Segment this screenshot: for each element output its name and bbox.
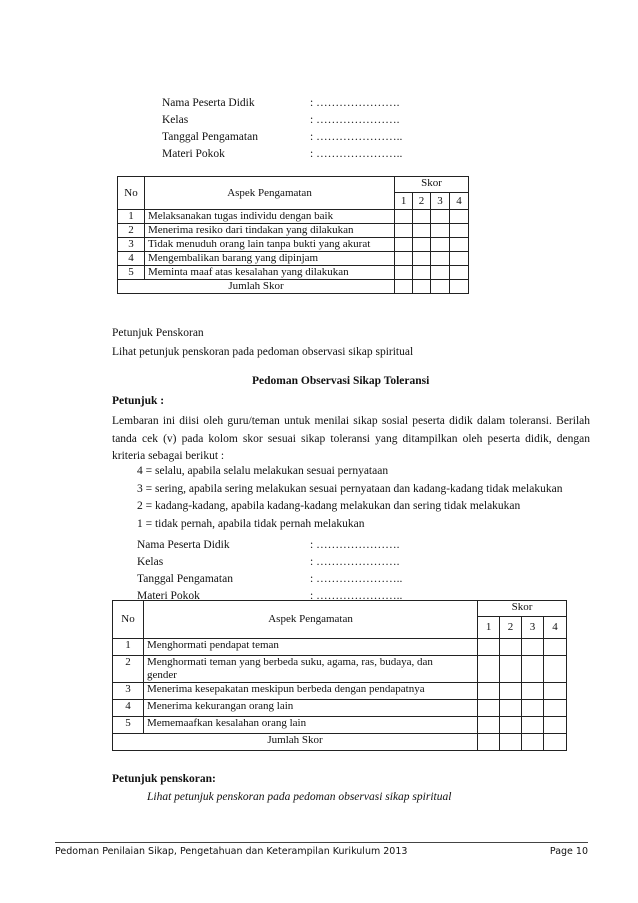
row-no: 3 xyxy=(113,683,144,700)
score-2: 2 xyxy=(413,193,431,210)
score-cell[interactable] xyxy=(413,210,431,224)
row-no: 5 xyxy=(118,266,145,280)
score-cell[interactable] xyxy=(449,266,468,280)
score-cell[interactable] xyxy=(522,639,544,656)
score-cell[interactable] xyxy=(449,252,468,266)
scoring-text-2: Lihat petunjuk penskoran pada pedoman observasi sikap spiritual xyxy=(147,791,452,803)
total-row xyxy=(113,734,567,751)
score-3: 3 xyxy=(431,193,450,210)
criteria-item: 3 = sering, apabila sering melakukan sesuai pernyataan dan kadang-kadang tidak melakukan xyxy=(137,482,563,495)
criteria-item: 2 = kadang-kadang, apabila kadang-kadang melakukan dan sering tidak melakukan xyxy=(137,500,521,512)
row-aspect: Menerima resiko dari tindakan yang dilakukan xyxy=(144,224,394,238)
score-cell[interactable] xyxy=(413,238,431,252)
section-title: Pedoman Observasi Sikap Toleransi xyxy=(252,375,430,387)
score-cell[interactable] xyxy=(543,700,566,717)
row-aspect: Tidak menuduh orang lain tanpa bukti yang akurat xyxy=(144,238,394,252)
score-cell[interactable] xyxy=(449,210,468,224)
header-score: Skor xyxy=(395,177,469,193)
score-cell[interactable] xyxy=(413,280,431,294)
row-aspect: Menghormati pendapat teman xyxy=(143,639,477,656)
score-2: 2 xyxy=(500,617,522,639)
table-row xyxy=(113,700,567,717)
score-cell[interactable] xyxy=(478,683,500,700)
row-aspect: Melaksanakan tugas individu dengan baik xyxy=(144,210,394,224)
value-name: : …………………. xyxy=(310,539,400,551)
table-row xyxy=(113,639,567,656)
score-3: 3 xyxy=(522,617,544,639)
footer-divider xyxy=(55,842,588,843)
score-cell[interactable] xyxy=(522,700,544,717)
score-cell[interactable] xyxy=(543,734,566,751)
score-cell[interactable] xyxy=(431,238,450,252)
header-aspect: Aspek Pengamatan xyxy=(144,177,394,210)
table-row xyxy=(113,656,567,683)
score-cell[interactable] xyxy=(395,280,413,294)
row-aspect: Menerima kesepakatan meskipun berbeda dengan pendapatnya xyxy=(143,683,477,700)
score-cell[interactable] xyxy=(395,252,413,266)
info-block-1 xyxy=(162,95,462,163)
info-block-2 xyxy=(137,537,437,605)
score-cell[interactable] xyxy=(431,252,450,266)
score-cell[interactable] xyxy=(500,717,522,734)
criteria-item: 4 = selalu, apabila selalu melakukan sesuai pernyataan xyxy=(137,465,389,477)
score-cell[interactable] xyxy=(413,224,431,238)
score-cell[interactable] xyxy=(522,734,544,751)
row-aspect: Mememaafkan kesalahan orang lain xyxy=(143,717,477,734)
total-label: Jumlah Skor xyxy=(113,734,478,751)
score-cell[interactable] xyxy=(522,683,544,700)
score-cell[interactable] xyxy=(500,639,522,656)
row-no: 3 xyxy=(118,238,145,252)
footer-title: Pedoman Penilaian Sikap, Pengetahuan dan Keterampilan Kurikulum 2013 xyxy=(55,846,408,857)
label-date: Tanggal Pengamatan xyxy=(162,131,258,143)
row-no: 5 xyxy=(113,717,144,734)
value-material: : ………………….. xyxy=(310,590,403,602)
value-class: : …………………. xyxy=(310,114,400,126)
scoring-heading-2: Petunjuk penskoran: xyxy=(112,773,216,785)
score-cell[interactable] xyxy=(500,656,522,683)
value-class: : …………………. xyxy=(310,556,400,568)
score-1: 1 xyxy=(395,193,413,210)
score-cell[interactable] xyxy=(478,656,500,683)
header-aspect: Aspek Pengamatan xyxy=(143,601,477,639)
score-cell[interactable] xyxy=(500,683,522,700)
row-aspect: Mengembalikan barang yang dipinjam xyxy=(144,252,394,266)
row-no: 4 xyxy=(113,700,144,717)
criteria-list xyxy=(137,463,562,533)
score-cell[interactable] xyxy=(478,734,500,751)
value-date: : ………………….. xyxy=(310,573,403,585)
value-date: : ………………….. xyxy=(310,131,403,143)
instruction-paragraph: Lembaran ini diisi oleh guru/teman untuk menilai sikap sosial peserta didik dalam toleransi. Berilah tanda cek (v) pada kolom skor sesuai sikap toleransi yang ditampilkan oleh peserta didik, dengan kriteria sebagai berikut : xyxy=(112,415,590,462)
row-no: 2 xyxy=(118,224,145,238)
score-cell[interactable] xyxy=(543,656,566,683)
row-no: 2 xyxy=(113,656,144,683)
observation-table-2 xyxy=(112,600,567,751)
score-cell[interactable] xyxy=(449,280,468,294)
header-score: Skor xyxy=(478,601,567,617)
label-material: Materi Pokok xyxy=(162,148,225,160)
scoring-text-1: Lihat petunjuk penskoran pada pedoman observasi sikap spiritual xyxy=(112,346,414,358)
score-cell[interactable] xyxy=(478,700,500,717)
table-row xyxy=(118,266,469,280)
row-aspect: Menerima kekurangan orang lain xyxy=(143,700,477,717)
score-cell[interactable] xyxy=(543,717,566,734)
score-cell[interactable] xyxy=(395,210,413,224)
value-material: : ………………….. xyxy=(310,148,403,160)
row-no: 1 xyxy=(118,210,145,224)
score-cell[interactable] xyxy=(449,238,468,252)
score-cell[interactable] xyxy=(413,252,431,266)
score-cell[interactable] xyxy=(431,266,450,280)
label-class: Kelas xyxy=(137,556,164,568)
observation-table-1 xyxy=(117,176,469,294)
score-cell[interactable] xyxy=(449,224,468,238)
score-cell[interactable] xyxy=(395,238,413,252)
header-no: No xyxy=(118,177,145,210)
total-row xyxy=(118,280,469,294)
table-row xyxy=(118,210,469,224)
score-cell[interactable] xyxy=(500,700,522,717)
score-cell[interactable] xyxy=(543,639,566,656)
page-number: Page 10 xyxy=(549,846,588,857)
row-no: 4 xyxy=(118,252,145,266)
score-cell[interactable] xyxy=(395,224,413,238)
score-cell[interactable] xyxy=(543,683,566,700)
score-4: 4 xyxy=(543,617,566,639)
header-no: No xyxy=(113,601,144,639)
score-4: 4 xyxy=(449,193,468,210)
label-name: Nama Peserta Didik xyxy=(137,539,230,551)
table-row xyxy=(118,238,469,252)
row-aspect: Meminta maaf atas kesalahan yang dilakukan xyxy=(144,266,394,280)
label-name: Nama Peserta Didik xyxy=(162,97,255,109)
label-class: Kelas xyxy=(162,114,189,126)
score-cell[interactable] xyxy=(431,280,450,294)
score-cell[interactable] xyxy=(522,717,544,734)
score-cell[interactable] xyxy=(478,639,500,656)
label-material: Materi Pokok xyxy=(137,590,200,602)
label-date: Tanggal Pengamatan xyxy=(137,573,233,585)
score-1: 1 xyxy=(478,617,500,639)
row-no: 1 xyxy=(113,639,144,656)
score-cell[interactable] xyxy=(478,717,500,734)
table-row xyxy=(118,224,469,238)
value-name: : …………………. xyxy=(310,97,400,109)
criteria-item: 1 = tidak pernah, apabila tidak pernah melakukan xyxy=(137,517,365,530)
scoring-heading-1: Petunjuk Penskoran xyxy=(112,327,204,339)
score-cell[interactable] xyxy=(522,656,544,683)
score-cell[interactable] xyxy=(431,224,450,238)
score-cell[interactable] xyxy=(500,734,522,751)
table-row xyxy=(113,683,567,700)
row-aspect: Menghormati teman yang berbeda suku, agama, ras, budaya, dan gender xyxy=(143,656,477,683)
score-cell[interactable] xyxy=(431,210,450,224)
total-label: Jumlah Skor xyxy=(118,280,395,294)
score-cell[interactable] xyxy=(413,266,431,280)
table-row xyxy=(113,717,567,734)
table-row xyxy=(118,252,469,266)
petunjuk-heading: Petunjuk : xyxy=(112,395,165,407)
score-cell[interactable] xyxy=(395,266,413,280)
